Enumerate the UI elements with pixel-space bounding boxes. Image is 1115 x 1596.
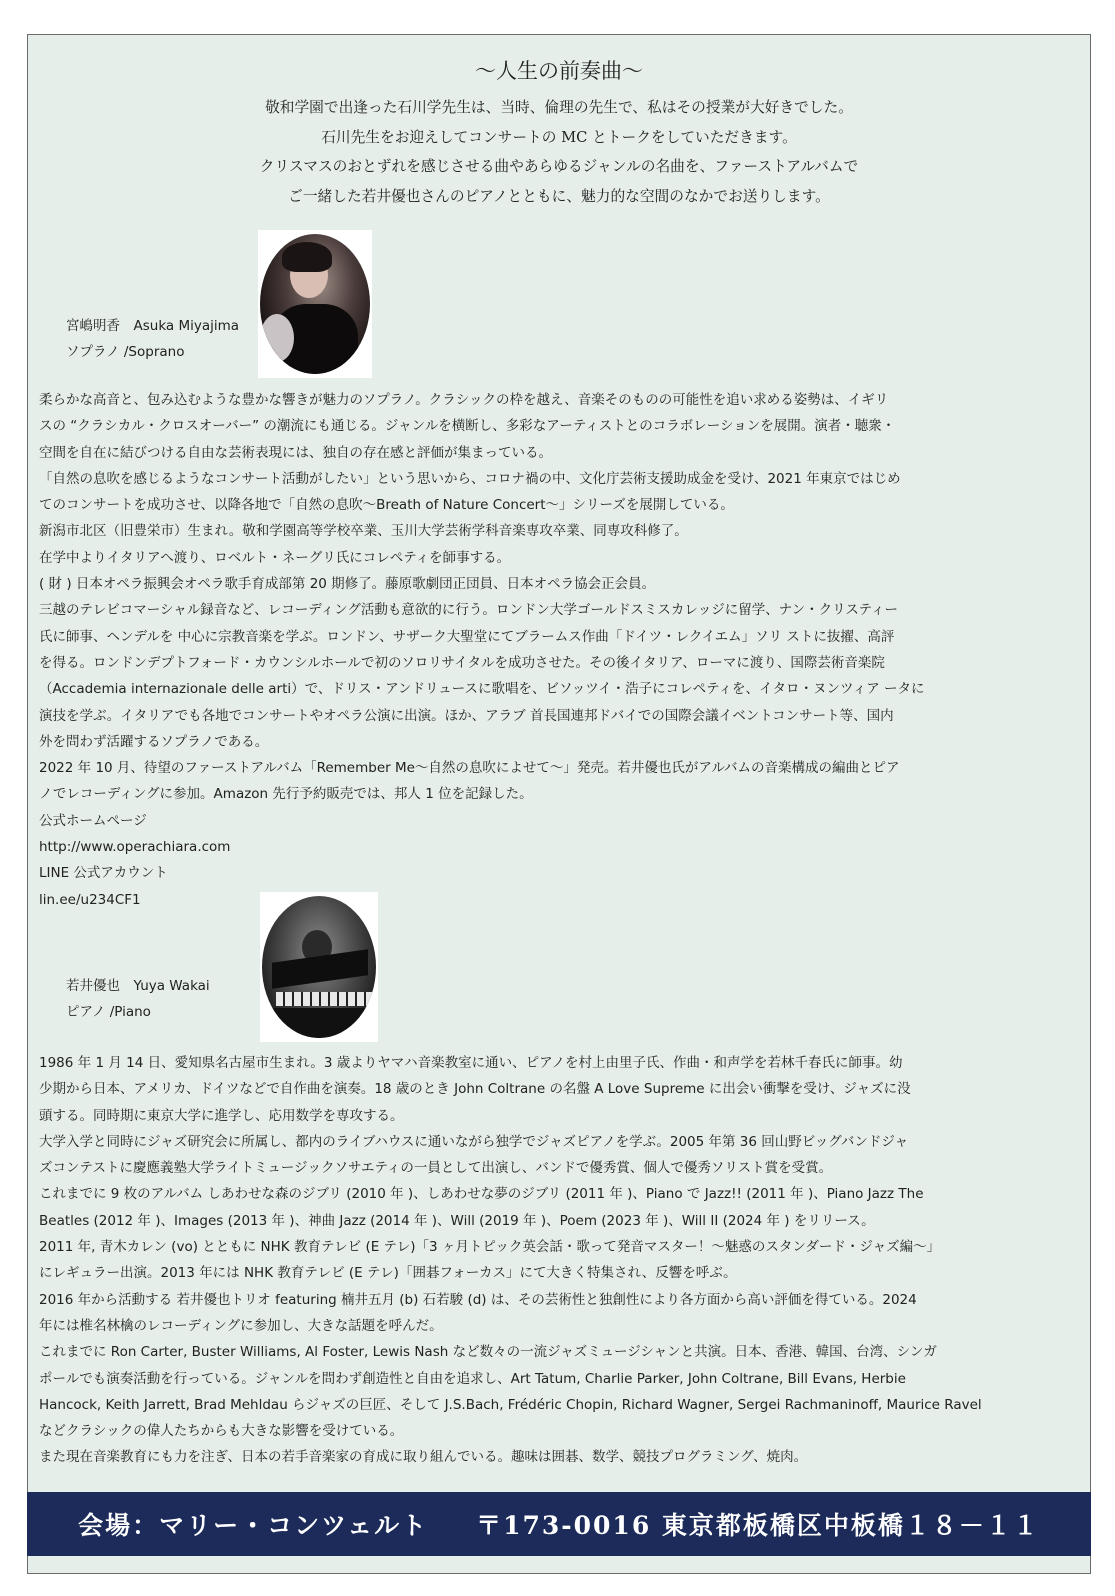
intro-line: 敬和学園で出逢った石川学先生は、当時、倫理の先生で、私はその授業が大好きでした。 bbox=[265, 99, 853, 116]
bio-line: 1986 年 1 月 14 日、愛知県名古屋市生まれ。3 歳よりヤマハ音楽教室に通い、ピアノを村上由里子氏、作曲・和声学を若林千春氏に師事。幼 bbox=[39, 1055, 903, 1071]
bio-line: 頭する。同時期に東京大学に進学し、応用数学を専攻する。 bbox=[39, 1107, 404, 1124]
bio-line: これまでに Ron Carter, Buster Williams, Al Foster, Lewis Nash など数々の一流ジャズミュージシャンと共演。日本、香港、韓国、台湾、シンガ bbox=[39, 1344, 937, 1361]
homepage-label: 公式ホームページ bbox=[39, 812, 147, 829]
page-title: ～人生の前奏曲～ bbox=[475, 59, 643, 83]
bio-line: 2016 年から活動する 若井優也トリオ featuring 楠井五月 (b) 石若駿 (d) は、その芸術性と独創性により各方面から高い評価を得ている。2024 bbox=[39, 1291, 917, 1308]
line-account-label: LINE 公式アカウント bbox=[39, 865, 168, 882]
performer2-role: ピアノ /Piano bbox=[66, 1004, 151, 1020]
bio-line: 2022 年 10 月、待望のファーストアルバム「Remember Me～自然の息吹によせて～」発売。若井優也氏がアルバムの音楽構成の編曲とピア bbox=[39, 760, 900, 777]
line-account-link[interactable]: lin.ee/u234CF1 bbox=[39, 891, 141, 908]
bio-line: 柔らかな高音と、包み込むような豊かな響きが魅力のソプラノ。クラシックの枠を越え、音楽そのものの可能性を追い求める姿勢は、イギリ bbox=[39, 392, 889, 408]
bio-line: スの “クラシカル・クロスオーバー” の潮流にも通じる。ジャンルを横断し、多彩なアーティストとのコラボレーションを展開。演者・聴衆・ bbox=[39, 418, 896, 435]
bio-line: 新潟市北区（旧豊栄市）生まれ。敬和学園高等学校卒業、玉川大学芸術学科音楽専攻卒業、同専攻科修了。 bbox=[39, 523, 688, 540]
bio-line: これまでに 9 枚のアルバム しあわせな森のジブリ (2010 年 )、しあわせな夢のジブリ (2011 年 )、Piano で Jazz!! (2011 年 )、Piano Jazz The bbox=[39, 1186, 924, 1203]
intro-text bbox=[28, 93, 1090, 211]
bio-line: 氏に師事、ヘンデルを 中心に宗教音楽を学ぶ。ロンドン、サザーク大聖堂にてブラームス作曲「ドイツ・レクイエム」ソリ ストに抜擢、高評 bbox=[39, 628, 895, 645]
bio-line: 外を問わず活躍するソプラノである。 bbox=[39, 733, 269, 750]
bio-line: 「自然の息吹を感じるようなコンサート活動がしたい」という思いから、コロナ禍の中、文化庁芸術支援助成金を受け、2021 年東京ではじめ bbox=[39, 470, 901, 487]
venue-name: 会場：マリー・コンツェルト bbox=[78, 1511, 429, 1540]
bio-line: 大学入学と同時にジャズ研究会に所属し、都内のライブハウスに通いながら独学でジャズピアノを学ぶ。2005 年第 36 回山野ビッグバンドジャ bbox=[39, 1133, 909, 1150]
bio-line: （Accademia internazionale delle arti）で、ドリス・アンドリュースに歌唱を、ビソッツイ・浩子にコレペティを、イタロ・ヌンツィア ータに bbox=[39, 681, 925, 698]
bio-line: また現在音楽教育にも力を注ぎ、日本の若手音楽家の育成に取り組んでいる。趣味は囲碁、数学、競技プログラミング、焼肉。 bbox=[39, 1449, 808, 1466]
performer2-name: 若井優也 Yuya Wakai bbox=[66, 978, 210, 994]
intro-line: クリスマスのおとずれを感じさせる曲やあらゆるジャンルの名曲を、ファーストアルバムで bbox=[259, 158, 859, 175]
bio-line: 演技を学ぶ。イタリアでも各地でコンサートやオペラ公演に出演。ほか、アラブ 首長国連邦ドバイでの国際会議イベントコンサート等、国内 bbox=[39, 707, 894, 724]
bio-line: ノでレコーディングに参加。Amazon 先行予約販売では、邦人 1 位を記録した。 bbox=[39, 786, 533, 803]
bio-line: ズコンテストに慶應義塾大学ライトミュージックソサエティの一員として出演し、バンドで優秀賞、個人で優秀ソリスト賞を受賞。 bbox=[39, 1160, 833, 1177]
homepage-link[interactable]: http://www.operachiara.com bbox=[39, 839, 231, 856]
bio-line: てのコンサートを成功させ、以降各地で「自然の息吹～Breath of Nature Concert～」シリーズを展開している。 bbox=[39, 497, 734, 514]
bio-line: Beatles (2012 年 )、Images (2013 年 )、神曲 Jazz (2014 年 )、Will (2019 年 )、Poem (2023 年 )、Will II (2024 年 ) をリリース。 bbox=[39, 1212, 875, 1229]
bio-line: 在学中よりイタリアへ渡り、ロベルト・ネーグリ氏にコレペティを師事する。 bbox=[39, 549, 511, 566]
bio-line: 少期から日本、アメリカ、ドイツなどで自作曲を演奏。18 歳のとき John Coltrane の名盤 A Love Supreme に出会い衝撃を受け、ジャズに没 bbox=[39, 1081, 911, 1098]
bio-line: を得る。ロンドンデプトフォード・カウンシルホールで初のソロリサイタルを成功させた。その後イタリア、ローマに渡り、国際芸術音楽院 bbox=[39, 654, 885, 671]
performer1-name: 宮嶋明香 Asuka Miyajima bbox=[66, 318, 240, 334]
pianist-photo bbox=[260, 892, 378, 1042]
intro-line: 石川先生をお迎えしてコンサートの MC とトークをしていただきます。 bbox=[321, 128, 797, 146]
bio-line: などクラシックの偉人たちからも大きな影響を受けている。 bbox=[39, 1423, 404, 1440]
bio-line: 三越のテレビコマーシャル録音など、レコーディング活動も意欲的に行う。ロンドン大学ゴールドスミスカレッジに留学、ナン・クリスティー bbox=[39, 602, 899, 619]
intro-line: ご一緒した若井優也さんのピアノとともに、魅力的な空間のなかでお送りします。 bbox=[288, 187, 830, 205]
venue-address: 〒173-0016 東京都板橋区中板橋１８－１１ bbox=[476, 1511, 1040, 1540]
bio-line: 2011 年, 青木カレン (vo) とともに NHK 教育テレビ (E テレ)「3 ヶ月トピック英会話・歌って発音マスター！～魅惑のスタンダード・ジャズ編～」 bbox=[39, 1239, 941, 1256]
bio-line: ポールでも演奏活動を行っている。ジャンルを問わず創造性と自由を追求し、Art Tatum, Charlie Parker, John Coltrane, Bill Evans, Herbie bbox=[39, 1370, 906, 1387]
bio-line: にレギュラー出演。2013 年には NHK 教育テレビ (E テレ)「囲碁フォーカス」にて大きく特集され、反響を呼ぶ。 bbox=[39, 1265, 737, 1282]
bio-line: 空間を自在に結びつける自由な芸術表現には、独自の存在感と評価が集まっている。 bbox=[39, 444, 552, 461]
bio-line: Hancock, Keith Jarrett, Brad Mehldau らジャズの巨匠、そして J.S.Bach, Frédéric Chopin, Richard Wagner, Sergei Rachmaninoff, Maurice Ravel bbox=[39, 1396, 982, 1413]
performer1-role: ソプラノ /Soprano bbox=[66, 344, 185, 360]
bio-line: ( 財 ) 日本オペラ振興会オペラ歌手育成部第 20 期修了。藤原歌劇団正団員、日本オペラ協会正会員。 bbox=[39, 576, 656, 593]
venue-footer bbox=[27, 1492, 1091, 1556]
performer2-bio bbox=[39, 1050, 1087, 1471]
performer1-bio bbox=[39, 387, 1087, 913]
bio-line: 年には椎名林檎のレコーディングに参加し、大きな話題を呼んだ。 bbox=[39, 1317, 443, 1334]
soprano-photo bbox=[258, 230, 372, 378]
